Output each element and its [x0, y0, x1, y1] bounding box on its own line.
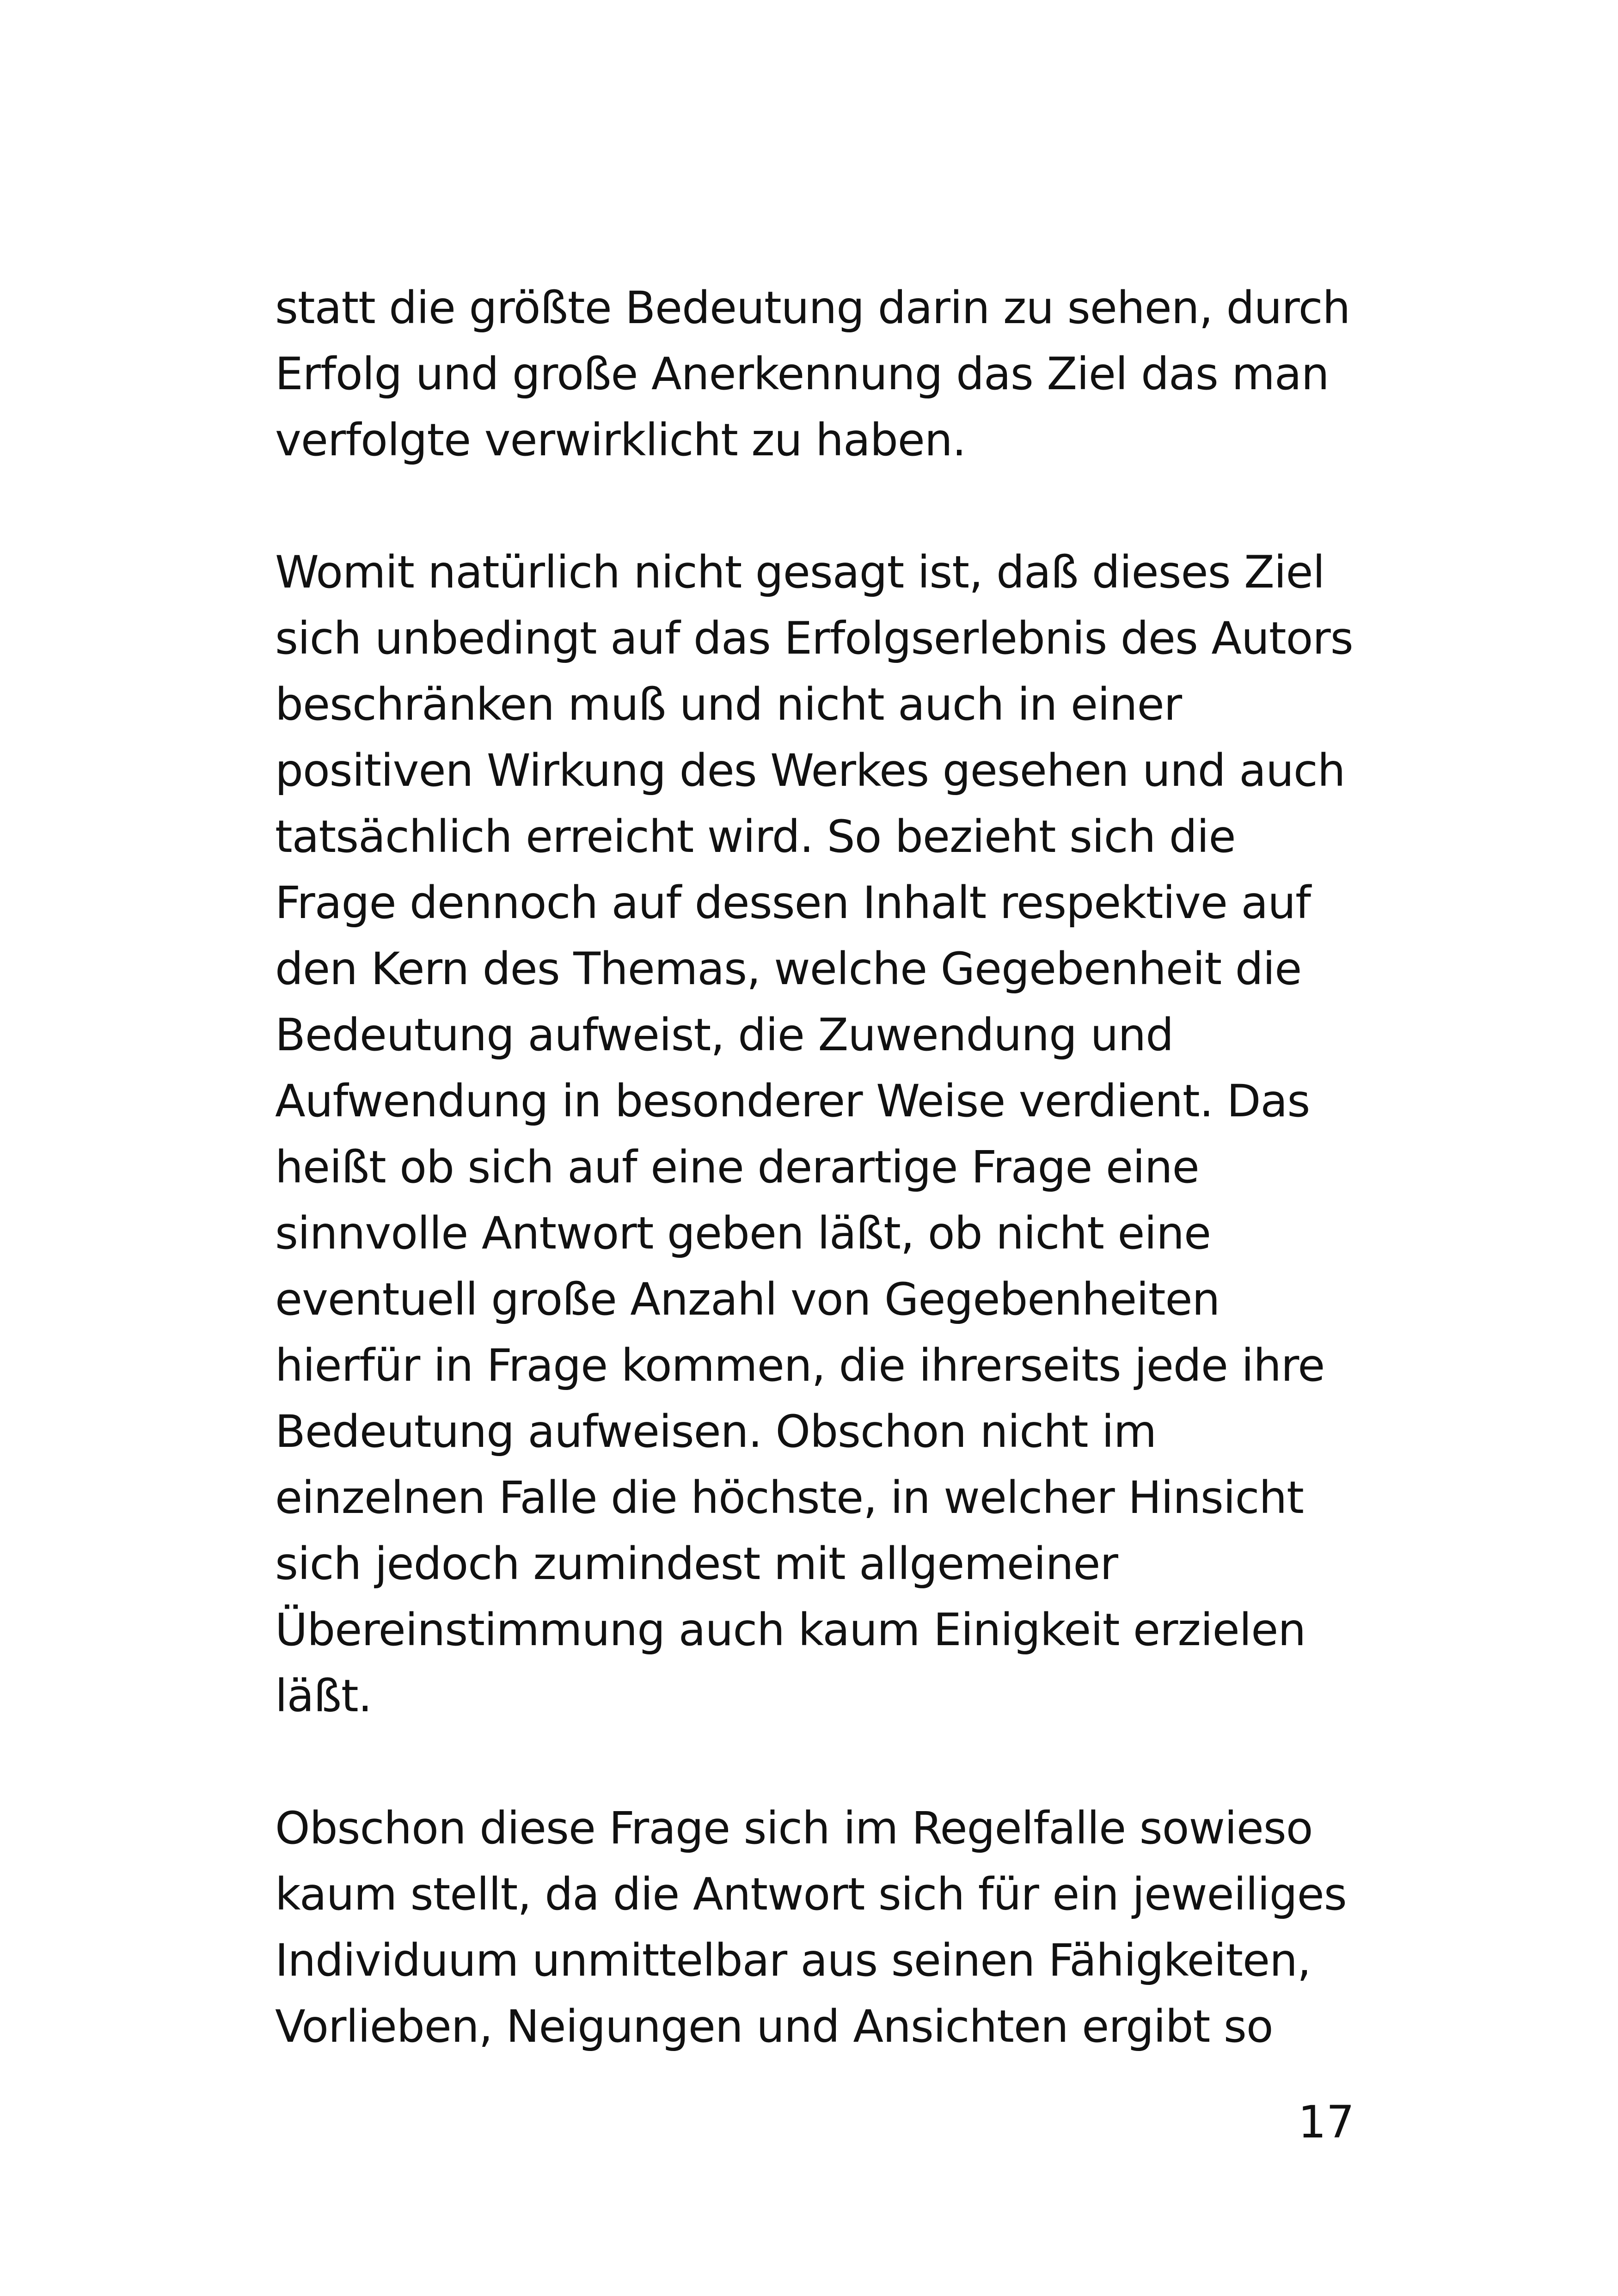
text-line: den Kern des Themas, welche Gegebenheit die [275, 943, 1302, 995]
text-line: verfolgte verwirklicht zu haben. [275, 414, 966, 466]
text-line: tatsächlich erreicht wird. So bezieht sich die [275, 811, 1236, 863]
text-line: Aufwendung in besonderer Weise verdient. Das [275, 1075, 1310, 1127]
text-line: sich jedoch zumindest mit allgemeiner [275, 1538, 1118, 1590]
text-line: eventuell große Anzahl von Gegebenheiten [275, 1274, 1220, 1325]
text-line: beschränken muß und nicht auch in einer [275, 679, 1182, 730]
paragraph-2 [275, 539, 1361, 1729]
paragraph-1 [275, 275, 1361, 473]
text-line: Bedeutung aufweist, die Zuwendung und [275, 1009, 1174, 1061]
text-line: hierfür in Frage kommen, die ihrerseits jede ihre [275, 1340, 1325, 1391]
text-line: Obschon diese Frage sich im Regelfalle sowieso [275, 1802, 1313, 1854]
text-line: läßt. [275, 1670, 372, 1722]
text-line: Erfolg und große Anerkennung das Ziel das man [275, 348, 1329, 400]
page-number: 17 [1298, 2096, 1354, 2148]
text-line: heißt ob sich auf eine derartige Frage eine [275, 1141, 1199, 1193]
text-line: einzelnen Falle die höchste, in welcher Hinsicht [275, 1472, 1304, 1524]
text-line: sinnvolle Antwort geben läßt, ob nicht eine [275, 1207, 1211, 1259]
text-line: sich unbedingt auf das Erfolgserlebnis des Autors [275, 612, 1353, 664]
text-line: statt die größte Bedeutung darin zu sehen, durch [275, 282, 1350, 334]
text-line: Vorlieben, Neigungen und Ansichten ergibt so [275, 2001, 1273, 2052]
text-line: Womit natürlich nicht gesagt ist, daß dieses Ziel [275, 546, 1325, 598]
paragraph-spacer [275, 1729, 1361, 1795]
paragraph-3 [275, 1795, 1361, 2060]
text-line: kaum stellt, da die Antwort sich für ein jeweiliges [275, 1868, 1347, 1920]
text-line: Übereinstimmung auch kaum Einigkeit erzielen [275, 1604, 1306, 1656]
text-line: positiven Wirkung des Werkes gesehen und auch [275, 745, 1345, 796]
body-text [275, 275, 1361, 2060]
text-line: Individuum unmittelbar aus seinen Fähigkeiten, [275, 1935, 1311, 1986]
paragraph-spacer [275, 473, 1361, 539]
text-line: Frage dennoch auf dessen Inhalt respektive auf [275, 877, 1311, 929]
text-line: Bedeutung aufweisen. Obschon nicht im [275, 1406, 1157, 1457]
